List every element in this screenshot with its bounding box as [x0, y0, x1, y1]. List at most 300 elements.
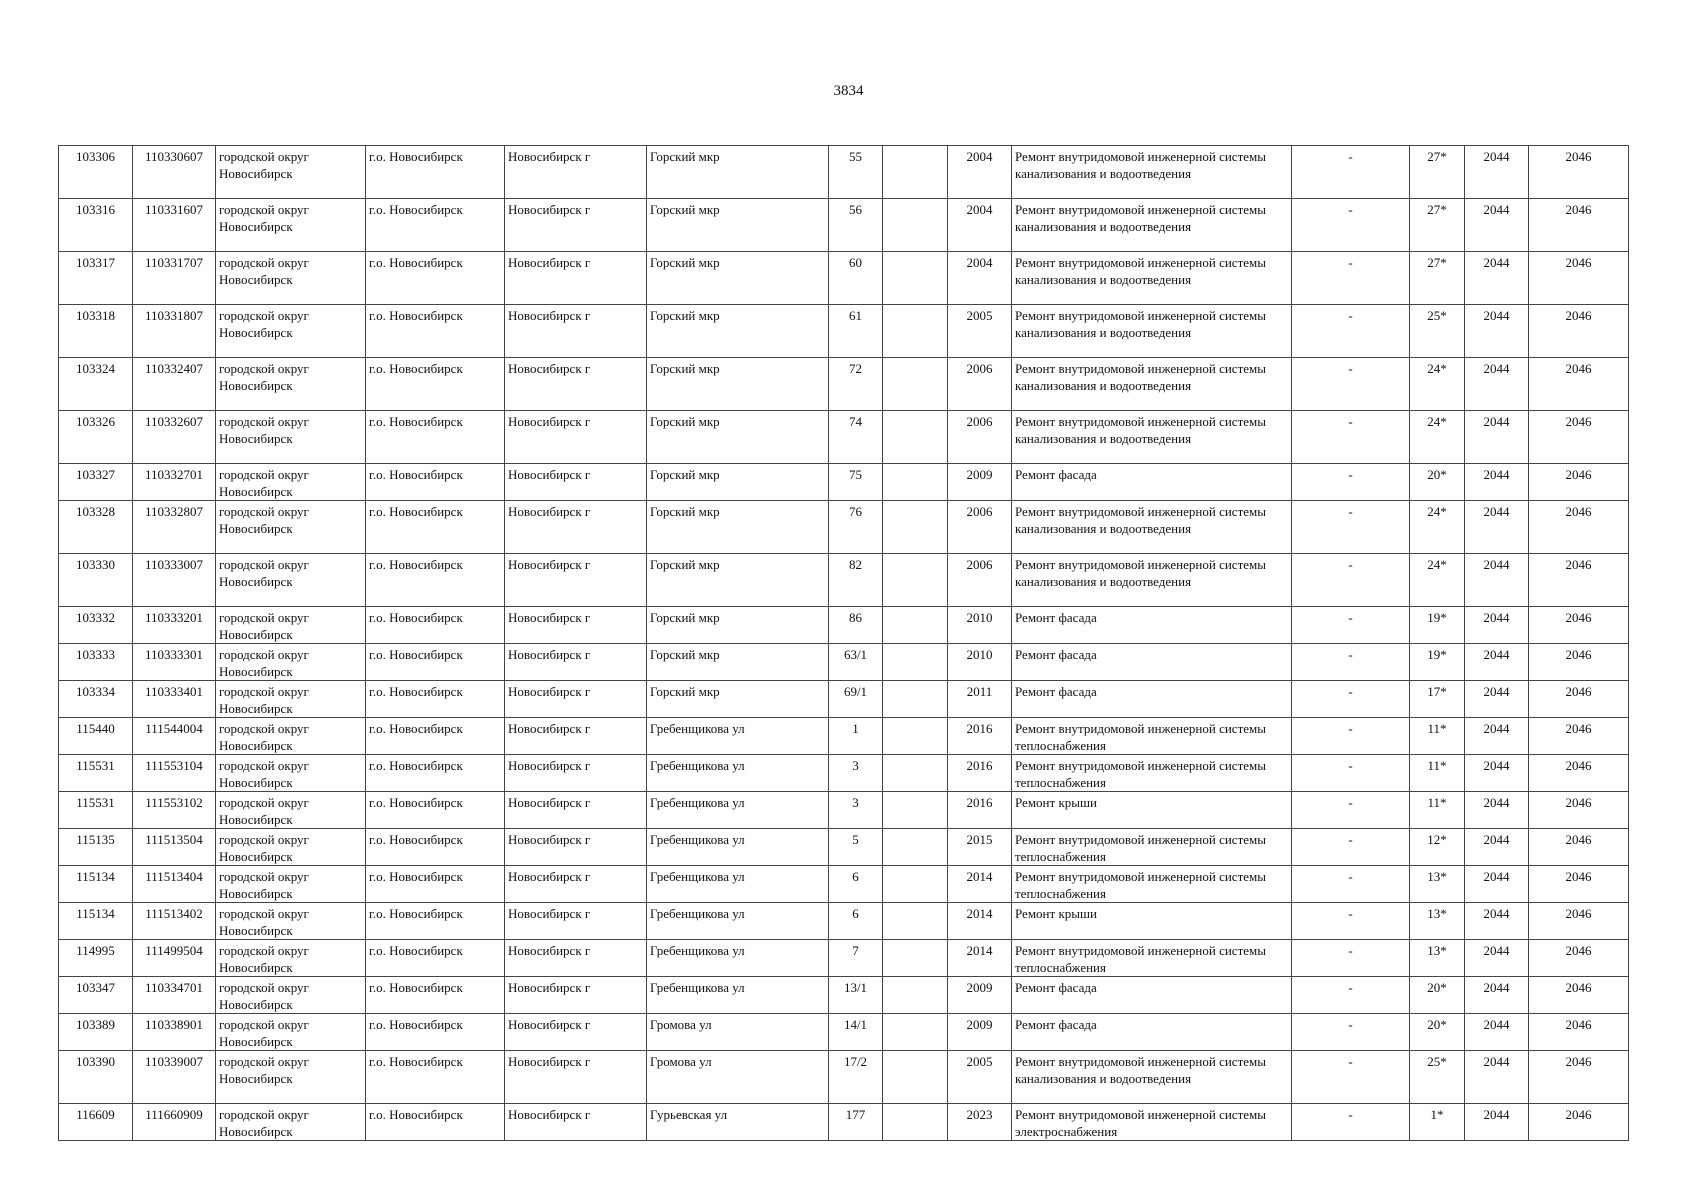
cell-house: 74 [829, 411, 883, 464]
cell-code: 110331807 [133, 305, 216, 358]
cell-city: Новосибирск г [505, 554, 647, 607]
cell-year: 2006 [948, 554, 1012, 607]
cell-work: Ремонт фасада [1012, 644, 1292, 681]
cell-work: Ремонт внутридомовой инженерной системы канализования и водоотведения [1012, 411, 1292, 464]
cell-dash: - [1292, 146, 1410, 199]
cell-extra [883, 903, 948, 940]
cell-end: 2046 [1529, 305, 1629, 358]
cell-year: 2016 [948, 755, 1012, 792]
cell-end: 2046 [1529, 866, 1629, 903]
cell-id: 103316 [59, 199, 133, 252]
cell-year: 2006 [948, 411, 1012, 464]
cell-id: 116609 [59, 1104, 133, 1141]
cell-street: Горский мкр [647, 146, 829, 199]
cell-extra [883, 252, 948, 305]
cell-dash: - [1292, 977, 1410, 1014]
table-row [59, 681, 1629, 718]
cell-city: Новосибирск г [505, 755, 647, 792]
cell-code: 111553102 [133, 792, 216, 829]
cell-year: 2005 [948, 305, 1012, 358]
cell-age: 20* [1410, 464, 1465, 501]
cell-street: Горский мкр [647, 501, 829, 554]
cell-start: 2044 [1465, 792, 1529, 829]
cell-municipality: городской округ Новосибирск [216, 252, 366, 305]
cell-age: 20* [1410, 1014, 1465, 1051]
cell-district: г.о. Новосибирск [366, 792, 505, 829]
cell-id: 115440 [59, 718, 133, 755]
cell-id: 103330 [59, 554, 133, 607]
cell-street: Горский мкр [647, 681, 829, 718]
cell-city: Новосибирск г [505, 829, 647, 866]
cell-street: Громова ул [647, 1014, 829, 1051]
cell-id: 103317 [59, 252, 133, 305]
cell-code: 110334701 [133, 977, 216, 1014]
cell-work: Ремонт крыши [1012, 792, 1292, 829]
cell-id: 115531 [59, 755, 133, 792]
cell-end: 2046 [1529, 644, 1629, 681]
cell-end: 2046 [1529, 792, 1629, 829]
cell-house: 17/2 [829, 1051, 883, 1104]
cell-street: Гребенщикова ул [647, 940, 829, 977]
cell-house: 55 [829, 146, 883, 199]
cell-city: Новосибирск г [505, 607, 647, 644]
cell-extra [883, 607, 948, 644]
cell-work: Ремонт фасада [1012, 1014, 1292, 1051]
cell-municipality: городской округ Новосибирск [216, 305, 366, 358]
cell-city: Новосибирск г [505, 501, 647, 554]
cell-district: г.о. Новосибирск [366, 644, 505, 681]
cell-district: г.о. Новосибирск [366, 903, 505, 940]
cell-year: 2016 [948, 792, 1012, 829]
cell-end: 2046 [1529, 607, 1629, 644]
cell-extra [883, 940, 948, 977]
cell-extra [883, 866, 948, 903]
cell-code: 110333007 [133, 554, 216, 607]
cell-city: Новосибирск г [505, 718, 647, 755]
cell-dash: - [1292, 554, 1410, 607]
cell-work: Ремонт внутридомовой инженерной системы канализования и водоотведения [1012, 146, 1292, 199]
cell-house: 61 [829, 305, 883, 358]
cell-dash: - [1292, 607, 1410, 644]
cell-street: Горский мкр [647, 252, 829, 305]
cell-municipality: городской округ Новосибирск [216, 1104, 366, 1141]
cell-city: Новосибирск г [505, 358, 647, 411]
cell-extra [883, 146, 948, 199]
cell-end: 2046 [1529, 1104, 1629, 1141]
cell-municipality: городской округ Новосибирск [216, 1014, 366, 1051]
cell-extra [883, 644, 948, 681]
cell-id: 103334 [59, 681, 133, 718]
cell-house: 82 [829, 554, 883, 607]
cell-work: Ремонт внутридомовой инженерной системы теплоснабжения [1012, 718, 1292, 755]
cell-year: 2014 [948, 903, 1012, 940]
cell-district: г.о. Новосибирск [366, 940, 505, 977]
cell-code: 111499504 [133, 940, 216, 977]
table-row [59, 977, 1629, 1014]
cell-year: 2009 [948, 1014, 1012, 1051]
cell-code: 110332607 [133, 411, 216, 464]
cell-code: 110331707 [133, 252, 216, 305]
cell-district: г.о. Новосибирск [366, 681, 505, 718]
cell-dash: - [1292, 1051, 1410, 1104]
cell-end: 2046 [1529, 940, 1629, 977]
table-row [59, 792, 1629, 829]
cell-house: 69/1 [829, 681, 883, 718]
cell-street: Гребенщикова ул [647, 718, 829, 755]
cell-extra [883, 501, 948, 554]
table-row [59, 755, 1629, 792]
cell-id: 103389 [59, 1014, 133, 1051]
table-row [59, 1051, 1629, 1104]
cell-age: 24* [1410, 411, 1465, 464]
cell-district: г.о. Новосибирск [366, 607, 505, 644]
cell-dash: - [1292, 829, 1410, 866]
cell-end: 2046 [1529, 903, 1629, 940]
cell-work: Ремонт внутридомовой инженерной системы теплоснабжения [1012, 755, 1292, 792]
cell-city: Новосибирск г [505, 644, 647, 681]
table-row [59, 411, 1629, 464]
cell-year: 2004 [948, 252, 1012, 305]
cell-start: 2044 [1465, 1104, 1529, 1141]
cell-house: 14/1 [829, 1014, 883, 1051]
cell-municipality: городской округ Новосибирск [216, 464, 366, 501]
cell-end: 2046 [1529, 252, 1629, 305]
cell-municipality: городской округ Новосибирск [216, 146, 366, 199]
cell-district: г.о. Новосибирск [366, 977, 505, 1014]
cell-municipality: городской округ Новосибирск [216, 977, 366, 1014]
cell-street: Гребенщикова ул [647, 792, 829, 829]
cell-work: Ремонт внутридомовой инженерной системы канализования и водоотведения [1012, 1051, 1292, 1104]
cell-dash: - [1292, 1104, 1410, 1141]
cell-code: 110332701 [133, 464, 216, 501]
cell-city: Новосибирск г [505, 305, 647, 358]
cell-house: 177 [829, 1104, 883, 1141]
cell-city: Новосибирск г [505, 464, 647, 501]
cell-street: Громова ул [647, 1051, 829, 1104]
cell-age: 27* [1410, 146, 1465, 199]
cell-id: 115135 [59, 829, 133, 866]
cell-municipality: городской округ Новосибирск [216, 411, 366, 464]
cell-house: 3 [829, 755, 883, 792]
cell-dash: - [1292, 305, 1410, 358]
cell-extra [883, 977, 948, 1014]
table-row [59, 903, 1629, 940]
cell-street: Гребенщикова ул [647, 977, 829, 1014]
cell-district: г.о. Новосибирск [366, 305, 505, 358]
cell-code: 110333401 [133, 681, 216, 718]
cell-code: 110333201 [133, 607, 216, 644]
cell-municipality: городской округ Новосибирск [216, 644, 366, 681]
cell-district: г.о. Новосибирск [366, 501, 505, 554]
cell-age: 27* [1410, 252, 1465, 305]
cell-extra [883, 199, 948, 252]
cell-end: 2046 [1529, 755, 1629, 792]
cell-code: 111553104 [133, 755, 216, 792]
cell-year: 2016 [948, 718, 1012, 755]
cell-city: Новосибирск г [505, 940, 647, 977]
cell-year: 2011 [948, 681, 1012, 718]
cell-district: г.о. Новосибирск [366, 464, 505, 501]
table-row [59, 146, 1629, 199]
cell-id: 103328 [59, 501, 133, 554]
cell-city: Новосибирск г [505, 411, 647, 464]
cell-city: Новосибирск г [505, 199, 647, 252]
cell-extra [883, 411, 948, 464]
cell-city: Новосибирск г [505, 146, 647, 199]
cell-street: Горский мкр [647, 464, 829, 501]
cell-code: 111660909 [133, 1104, 216, 1141]
cell-municipality: городской округ Новосибирск [216, 940, 366, 977]
cell-work: Ремонт фасада [1012, 681, 1292, 718]
cell-work: Ремонт фасада [1012, 977, 1292, 1014]
cell-age: 25* [1410, 305, 1465, 358]
cell-city: Новосибирск г [505, 1051, 647, 1104]
cell-age: 11* [1410, 792, 1465, 829]
cell-street: Горский мкр [647, 554, 829, 607]
table-row [59, 829, 1629, 866]
cell-id: 103318 [59, 305, 133, 358]
cell-code: 111513404 [133, 866, 216, 903]
cell-city: Новосибирск г [505, 252, 647, 305]
cell-district: г.о. Новосибирск [366, 829, 505, 866]
cell-street: Горский мкр [647, 644, 829, 681]
cell-end: 2046 [1529, 146, 1629, 199]
cell-year: 2004 [948, 146, 1012, 199]
cell-work: Ремонт внутридомовой инженерной системы теплоснабжения [1012, 940, 1292, 977]
cell-street: Гребенщикова ул [647, 755, 829, 792]
cell-code: 110339007 [133, 1051, 216, 1104]
cell-end: 2046 [1529, 1014, 1629, 1051]
table-row [59, 199, 1629, 252]
table-row [59, 940, 1629, 977]
cell-municipality: городской округ Новосибирск [216, 718, 366, 755]
cell-district: г.о. Новосибирск [366, 755, 505, 792]
cell-year: 2009 [948, 977, 1012, 1014]
cell-dash: - [1292, 464, 1410, 501]
cell-dash: - [1292, 501, 1410, 554]
table-row [59, 1014, 1629, 1051]
cell-dash: - [1292, 718, 1410, 755]
cell-dash: - [1292, 411, 1410, 464]
cell-id: 103327 [59, 464, 133, 501]
cell-year: 2006 [948, 358, 1012, 411]
cell-year: 2010 [948, 607, 1012, 644]
cell-municipality: городской округ Новосибирск [216, 199, 366, 252]
cell-municipality: городской округ Новосибирск [216, 903, 366, 940]
table-row [59, 501, 1629, 554]
cell-work: Ремонт внутридомовой инженерной системы теплоснабжения [1012, 829, 1292, 866]
table-row [59, 554, 1629, 607]
cell-start: 2044 [1465, 146, 1529, 199]
cell-id: 103332 [59, 607, 133, 644]
cell-work: Ремонт внутридомовой инженерной системы канализования и водоотведения [1012, 554, 1292, 607]
table-row [59, 607, 1629, 644]
cell-house: 6 [829, 903, 883, 940]
cell-start: 2044 [1465, 1014, 1529, 1051]
cell-dash: - [1292, 681, 1410, 718]
cell-work: Ремонт крыши [1012, 903, 1292, 940]
cell-start: 2044 [1465, 903, 1529, 940]
cell-start: 2044 [1465, 411, 1529, 464]
cell-year: 2023 [948, 1104, 1012, 1141]
cell-house: 60 [829, 252, 883, 305]
cell-dash: - [1292, 358, 1410, 411]
cell-city: Новосибирск г [505, 866, 647, 903]
cell-dash: - [1292, 903, 1410, 940]
cell-street: Горский мкр [647, 305, 829, 358]
cell-dash: - [1292, 1014, 1410, 1051]
cell-code: 111513402 [133, 903, 216, 940]
cell-dash: - [1292, 940, 1410, 977]
cell-district: г.о. Новосибирск [366, 1104, 505, 1141]
cell-house: 5 [829, 829, 883, 866]
cell-house: 3 [829, 792, 883, 829]
cell-age: 27* [1410, 199, 1465, 252]
cell-city: Новосибирск г [505, 681, 647, 718]
table-row [59, 252, 1629, 305]
cell-district: г.о. Новосибирск [366, 1051, 505, 1104]
cell-id: 103390 [59, 1051, 133, 1104]
cell-end: 2046 [1529, 977, 1629, 1014]
cell-age: 25* [1410, 1051, 1465, 1104]
registry-table [58, 145, 1629, 1141]
cell-work: Ремонт внутридомовой инженерной системы канализования и водоотведения [1012, 358, 1292, 411]
cell-end: 2046 [1529, 1051, 1629, 1104]
cell-age: 11* [1410, 755, 1465, 792]
cell-code: 110330607 [133, 146, 216, 199]
table-row [59, 464, 1629, 501]
cell-extra [883, 1014, 948, 1051]
cell-municipality: городской округ Новосибирск [216, 607, 366, 644]
cell-start: 2044 [1465, 644, 1529, 681]
table-row [59, 718, 1629, 755]
cell-start: 2044 [1465, 829, 1529, 866]
cell-extra [883, 554, 948, 607]
cell-city: Новосибирск г [505, 903, 647, 940]
cell-age: 24* [1410, 358, 1465, 411]
cell-age: 20* [1410, 977, 1465, 1014]
cell-dash: - [1292, 866, 1410, 903]
cell-district: г.о. Новосибирск [366, 866, 505, 903]
cell-code: 110332407 [133, 358, 216, 411]
cell-age: 1* [1410, 1104, 1465, 1141]
cell-start: 2044 [1465, 866, 1529, 903]
cell-street: Горский мкр [647, 199, 829, 252]
cell-extra [883, 681, 948, 718]
table-row [59, 305, 1629, 358]
cell-house: 6 [829, 866, 883, 903]
cell-year: 2014 [948, 866, 1012, 903]
table-row [59, 644, 1629, 681]
cell-municipality: городской округ Новосибирск [216, 792, 366, 829]
cell-end: 2046 [1529, 199, 1629, 252]
cell-dash: - [1292, 199, 1410, 252]
cell-house: 75 [829, 464, 883, 501]
cell-work: Ремонт внутридомовой инженерной системы электроснабжения [1012, 1104, 1292, 1141]
cell-id: 103326 [59, 411, 133, 464]
cell-id: 103333 [59, 644, 133, 681]
cell-code: 110338901 [133, 1014, 216, 1051]
cell-extra [883, 1104, 948, 1141]
cell-street: Горский мкр [647, 411, 829, 464]
cell-year: 2014 [948, 940, 1012, 977]
cell-district: г.о. Новосибирск [366, 554, 505, 607]
cell-house: 76 [829, 501, 883, 554]
cell-extra [883, 718, 948, 755]
cell-municipality: городской округ Новосибирск [216, 681, 366, 718]
cell-start: 2044 [1465, 501, 1529, 554]
cell-id: 103306 [59, 146, 133, 199]
table-row [59, 1104, 1629, 1141]
cell-extra [883, 464, 948, 501]
cell-end: 2046 [1529, 411, 1629, 464]
cell-district: г.о. Новосибирск [366, 252, 505, 305]
cell-street: Горский мкр [647, 607, 829, 644]
cell-year: 2015 [948, 829, 1012, 866]
cell-work: Ремонт внутридомовой инженерной системы канализования и водоотведения [1012, 199, 1292, 252]
cell-work: Ремонт фасада [1012, 607, 1292, 644]
cell-id: 103347 [59, 977, 133, 1014]
cell-start: 2044 [1465, 199, 1529, 252]
cell-code: 111513504 [133, 829, 216, 866]
table-row [59, 358, 1629, 411]
cell-id: 115134 [59, 903, 133, 940]
cell-house: 7 [829, 940, 883, 977]
cell-municipality: городской округ Новосибирск [216, 755, 366, 792]
cell-end: 2046 [1529, 718, 1629, 755]
cell-id: 115134 [59, 866, 133, 903]
cell-start: 2044 [1465, 755, 1529, 792]
cell-house: 1 [829, 718, 883, 755]
cell-house: 72 [829, 358, 883, 411]
cell-city: Новосибирск г [505, 1104, 647, 1141]
cell-age: 12* [1410, 829, 1465, 866]
cell-extra [883, 755, 948, 792]
cell-start: 2044 [1465, 607, 1529, 644]
cell-year: 2009 [948, 464, 1012, 501]
cell-start: 2044 [1465, 358, 1529, 411]
cell-work: Ремонт внутридомовой инженерной системы теплоснабжения [1012, 866, 1292, 903]
cell-start: 2044 [1465, 1051, 1529, 1104]
cell-house: 56 [829, 199, 883, 252]
cell-city: Новосибирск г [505, 792, 647, 829]
cell-start: 2044 [1465, 252, 1529, 305]
cell-work: Ремонт внутридомовой инженерной системы канализования и водоотведения [1012, 305, 1292, 358]
cell-street: Горский мкр [647, 358, 829, 411]
cell-district: г.о. Новосибирск [366, 411, 505, 464]
cell-district: г.о. Новосибирск [366, 146, 505, 199]
cell-end: 2046 [1529, 829, 1629, 866]
cell-house: 13/1 [829, 977, 883, 1014]
cell-start: 2044 [1465, 554, 1529, 607]
cell-year: 2005 [948, 1051, 1012, 1104]
cell-extra [883, 829, 948, 866]
cell-year: 2010 [948, 644, 1012, 681]
cell-extra [883, 305, 948, 358]
cell-age: 13* [1410, 866, 1465, 903]
cell-start: 2044 [1465, 940, 1529, 977]
cell-code: 111544004 [133, 718, 216, 755]
cell-age: 24* [1410, 554, 1465, 607]
cell-district: г.о. Новосибирск [366, 199, 505, 252]
table-body [59, 146, 1629, 1141]
cell-municipality: городской округ Новосибирск [216, 829, 366, 866]
cell-end: 2046 [1529, 501, 1629, 554]
cell-house: 86 [829, 607, 883, 644]
cell-year: 2004 [948, 199, 1012, 252]
cell-work: Ремонт фасада [1012, 464, 1292, 501]
cell-end: 2046 [1529, 464, 1629, 501]
